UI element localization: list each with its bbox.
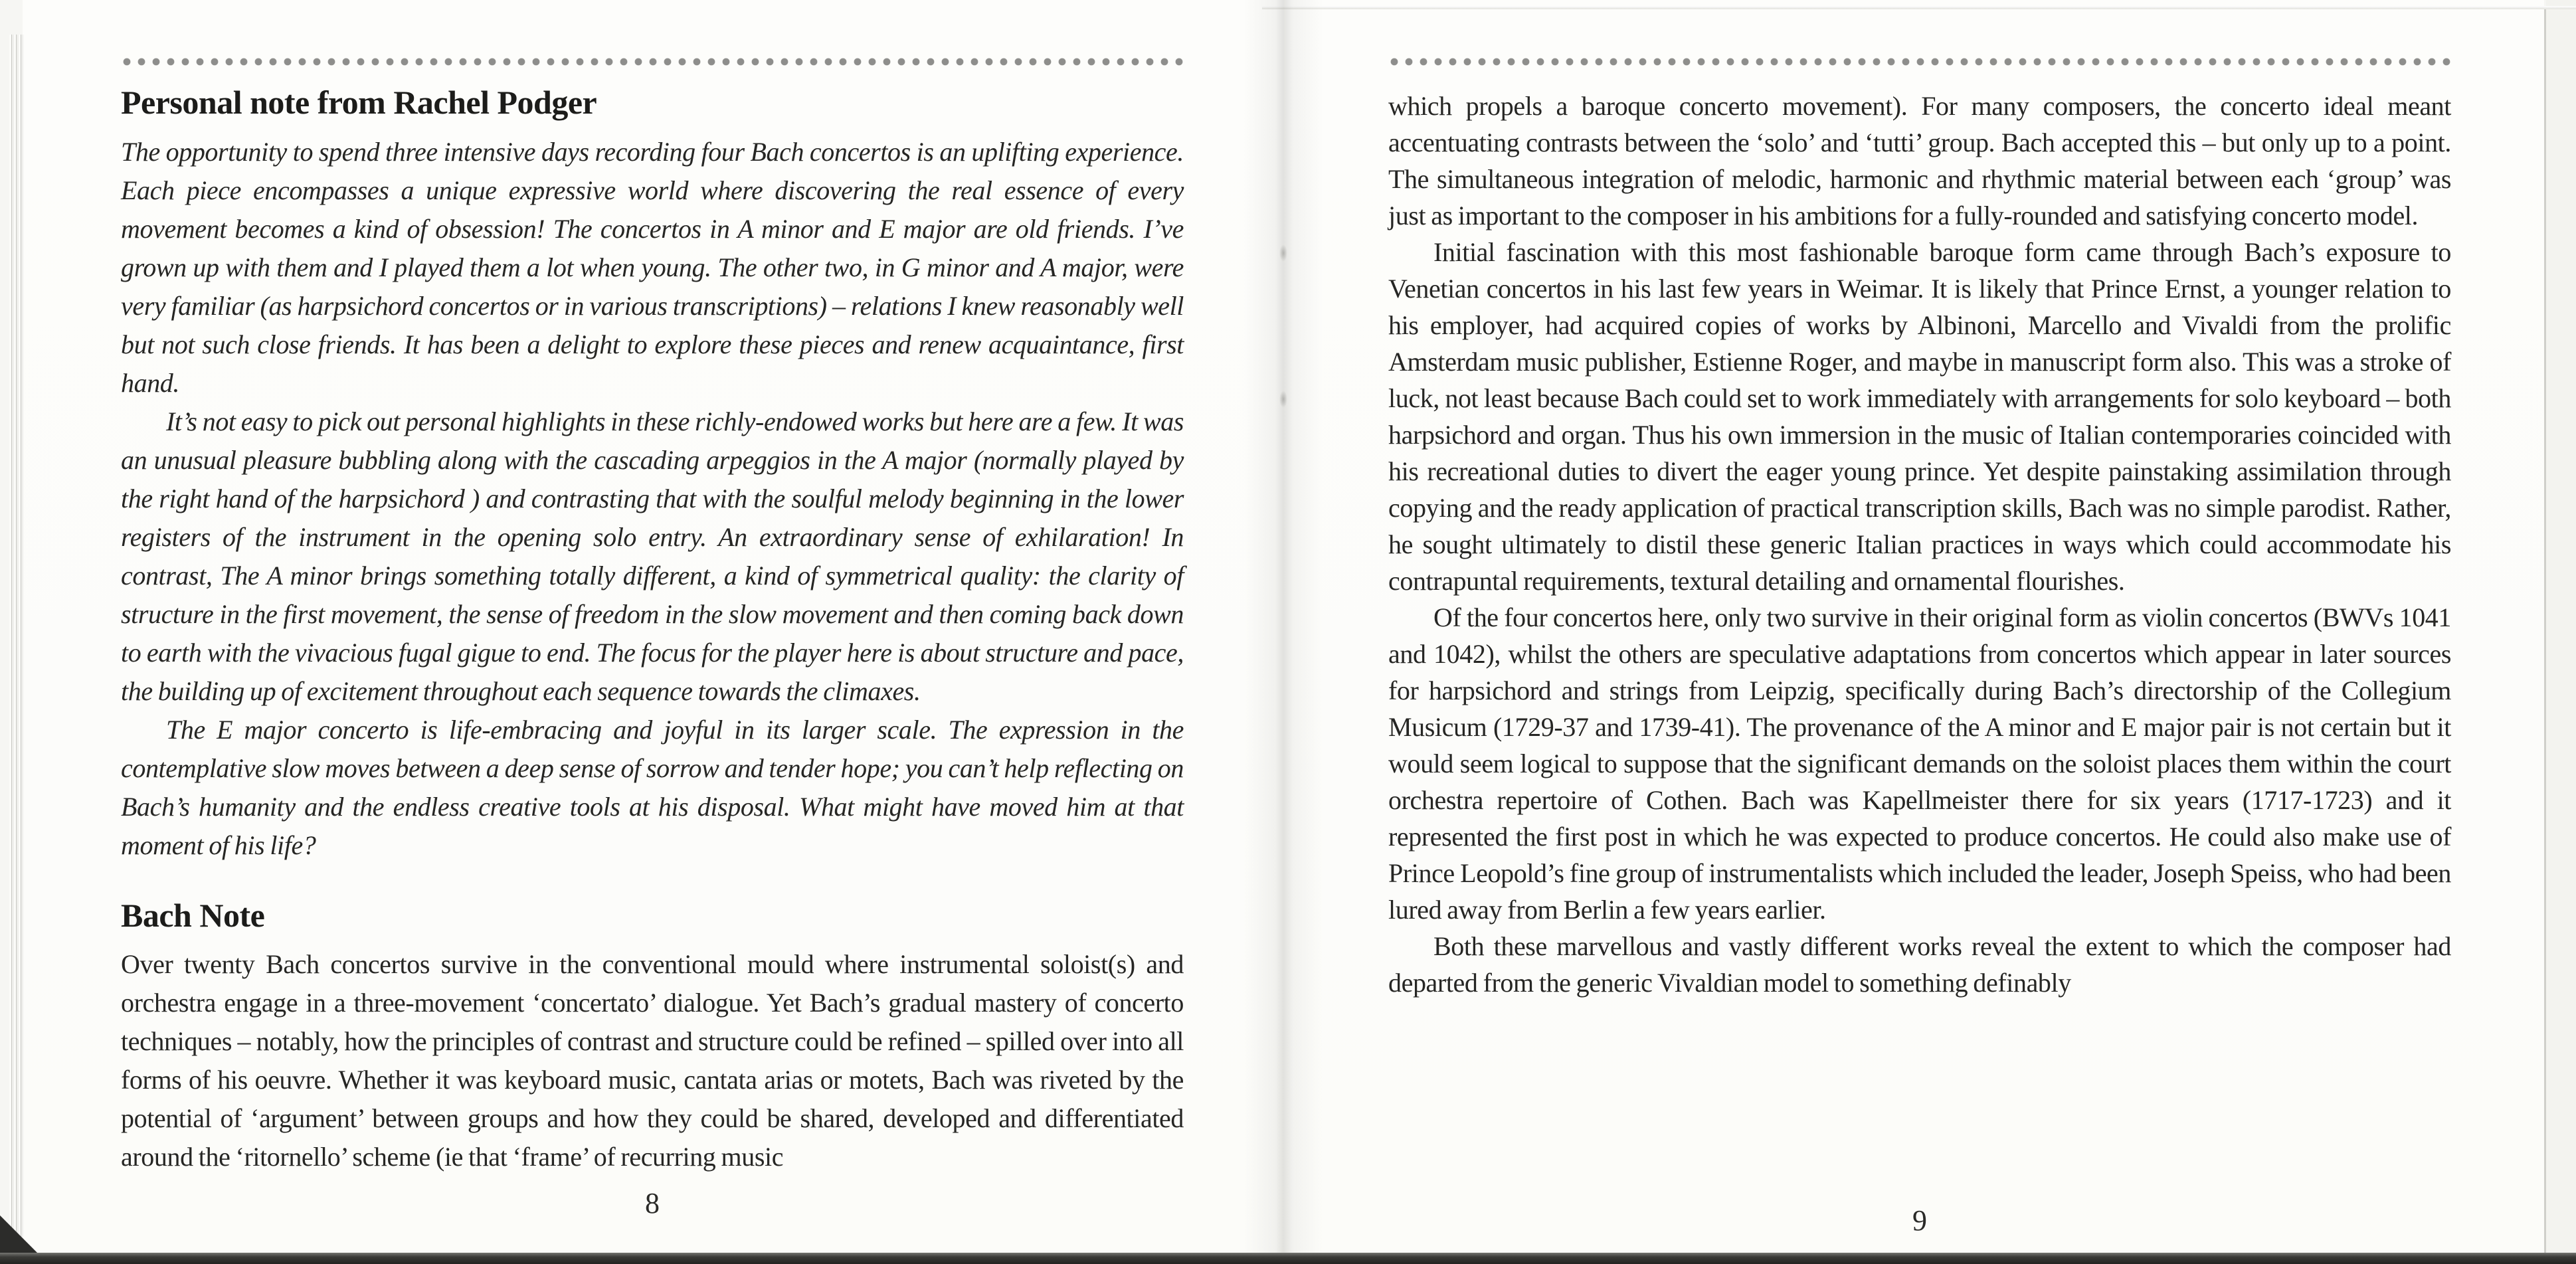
scan-margin-right	[2546, 0, 2576, 1264]
scan-top-hairline	[1262, 6, 2576, 9]
right-page-paragraph-2: Initial fascination with this most fashionable baroque form came through Bach’s exposure to Venetian concertos in his last few years in Weimar. It is likely that Prince Ernst, a younger relation to his employer, had acquired copies of works by Albinoni, Marcello and Vivaldi from the prolific Amsterdam music publisher, Estienne Roger, and maybe in manuscript form also. This was a stroke of luck, not least because Bach could set to work immediately with arrangements for solo keyboard – both harpsichord and organ. Thus his own immersion in the music of Italian contemporaries coincided with his recreational duties to divert the eager young prince. Yet despite painstaking assimilation through copying and the ready application of practical transcription skills, Bach was no simple parodist. Rather, he sought ultimately to distil these generic Italian practices in ways which could accommodate his contrapuntal requirements, textural detailing and ornamental flourishes.	[1388, 237, 2451, 596]
dotted-rule-left	[121, 56, 1184, 68]
right-text-column	[1388, 56, 2451, 1001]
bottom-scan-edge	[0, 1253, 2576, 1264]
stitch-mark-bottom	[1279, 391, 1287, 408]
page-number-left: 8	[645, 1187, 660, 1219]
left-text-column	[121, 56, 1184, 1176]
personal-note-paragraph-3: The E major concerto is life-embracing and joyful in its larger scale. The expression in the contemplative slow moves between a deep sense of sorrow and tender hope; you can’t help reflecting on Bach’s humanity and the endless creative tools at his disposal. What might have moved him at that moment of his life?	[121, 714, 1184, 860]
page-number-right: 9	[1912, 1204, 1927, 1237]
personal-note-paragraph-2: It’s not easy to pick out personal highlights in these richly-endowed works but here are a few. It was an unusual pleasure bubbling along with the cascading arpeggios in the A major (normally played by the right hand of the harpsichord ) and contrasting that with the soulful melody beginning in the lower registers of the instrument in the opening solo entry. An extraordinary sense of exhilaration! In contrast, The A minor brings something totally different, a kind of symmetrical quality: the clarity of structure in the first movement, the sense of freedom in the slow movement and then coming back down to earth with the vivacious fugal gigue to end. The focus for the player here is about structure and pace, the building up of excitement throughout each sequence towards the climaxes.	[121, 406, 1184, 706]
stitch-mark-top	[1279, 244, 1287, 262]
dotted-rule-right	[1388, 56, 2451, 68]
page-edge-stack-left	[9, 35, 24, 1237]
gutter-fold-shadow	[1243, 0, 1323, 1253]
personal-note-heading: Personal note from Rachel Podger	[121, 84, 597, 121]
right-page-paragraph-1: which propels a baroque concerto movement). For many composers, the concerto ideal meant accentuating contrasts between the ‘solo’ and ‘tutti’ group. Bach accepted this – but only up to a point. The simultaneous integration of melodic, harmonic and rhythmic material between each ‘group’ was just as important to the composer in his ambitions for a fully-rounded and satisfying concerto model.	[1388, 91, 2451, 230]
bach-note-paragraph: Over twenty Bach concertos survive in the conventional mould where instrumental soloist(s) and orchestra engage in a three-movement ‘concertato’ dialogue. Yet Bach’s gradual mastery of concerto techniques – notably, how the principles of contrast and structure could be refined – spilled over into all forms of his oeuvre. Whether it was keyboard music, cantata arias or motets, Bach was riveted by the potential of ‘argument’ between groups and how they could be shared, developed and differentiated around the ‘ritornello’ scheme (ie that ‘frame’ of recurring music	[121, 949, 1184, 1172]
right-page-paragraph-4: Both these marvellous and vastly different works reveal the extent to which the composer had departed from the generic Vivaldian model to something definably	[1388, 931, 2451, 998]
right-page-paragraph-3: Of the four concertos here, only two survive in their original form as violin concertos (BWVs 1041 and 1042), whilst the others are speculative adaptations from concertos which appear in later sources for harpsichord and strings from Leipzig, specifically during Bach’s directorship of the Collegium Musicum (1729-37 and 1739-41). The provenance of the A minor and E major pair is not certain but it would seem logical to suppose that the significant demands on the soloist places them within the court orchestra repertoire of Cothen. Bach was Kapellmeister there for six years (1717-1723) and it represented the first post in which he was expected to produce concertos. He could also make use of Prince Leopold’s fine group of instrumentalists which included the leader, Joseph Speiss, who had been lured away from Berlin a few years earlier.	[1388, 602, 2451, 925]
personal-note-paragraph-1: The opportunity to spend three intensive days recording four Bach concertos is an uplifting experience. Each piece encompasses a unique expressive world where discovering the real essence of every movement becomes a kind of obsession! The concertos in A minor and E major are old friends. I’ve grown up with them and I played them a lot when young. The other two, in G minor and A major, were very familiar (as harpsichord concertos or in various transcriptions) – relations I knew reasonably well but not such close friends. It has been a delight to explore these pieces and renew acquaintance, first hand.	[121, 136, 1184, 398]
page-edge-line-right	[2544, 9, 2546, 1255]
bach-note-heading: Bach Note	[121, 896, 265, 934]
